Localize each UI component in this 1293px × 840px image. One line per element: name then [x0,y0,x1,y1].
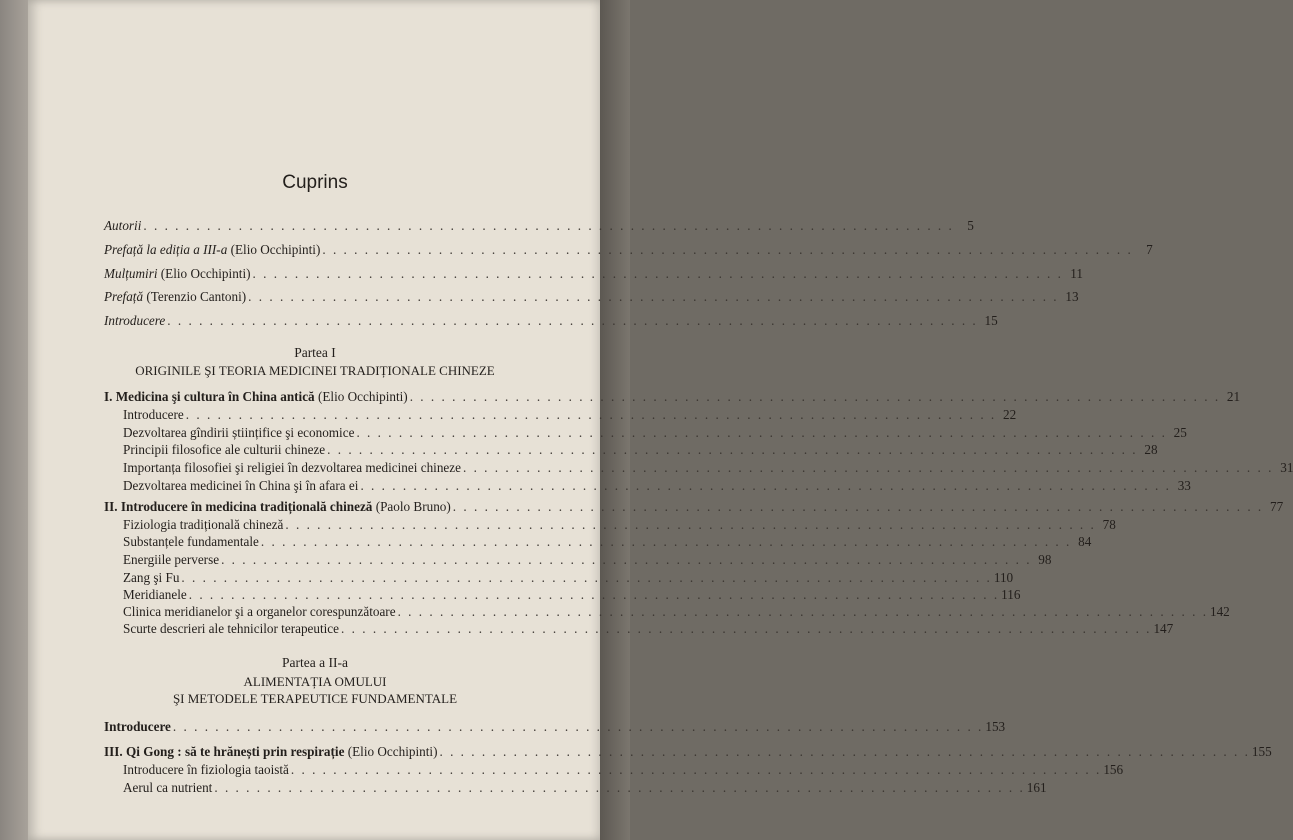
toc-entry [123,407,1017,423]
dot-leader: . . . . . . . . . . . . . . . . . . . . . . . . . . . . . . . . . . . . . . . . . . . . . . . . . . . . . . . . . . . . . . . . . . . . . . . . . . . . . [341,621,1152,636]
page-number: 15 [984,313,998,328]
chapter-title: II. Introducere în medicina tradițională chineză [104,499,373,514]
dot-leader: . . . . . . . . . . . . . . . . . . . . . . . . . . . . . . . . . . . . . . . . . . . . . . . . . . . . . . . . . . . . . . . . . . . . . . . . . . . . . [260,534,1072,549]
dot-leader: . . . . . . . . . . . . . . . . . . . . . . . . . . . . . . . . . . . . . . . . . . . . . . . . . . . . . . . . . . . . . . . . . . . . . . . . . . . . . [322,242,1133,257]
entry-main-title: Introducere [123,407,184,422]
entry-main-title: Fiziologia tradițională chineză [123,517,284,532]
dot-leader: . . . . . . . . . . . . . . . . . . . . . . . . . . . . . . . . . . . . . . . . . . . . . . . . . . . . . . . . . . . . . . . . . . . . . . . . . . . . . [397,604,1208,619]
toc-entry [123,604,1230,620]
book-spine [0,0,28,840]
page-number: 116 [1001,587,1021,602]
toc-entry [123,478,1191,494]
dot-leader: . . . . . . . . . . . . . . . . . . . . . . . . . . . . . . . . . . . . . . . . . . . . . . . . . . . . . . . . . . . . . . . . . . . . . . . . . . . . . [285,517,1096,532]
entry-title [123,517,283,533]
entry-main-title: Principii filosofice ale culturii chineze [123,442,326,457]
chapter-entry [104,719,1006,735]
entry-main-title: Introducere în fiziologia taoistă [123,762,289,777]
page-number: 155 [1251,744,1272,759]
chapter-title: III. Qi Gong : să te hrănești prin respirație [104,744,345,759]
entry-title [123,478,358,494]
entry-title [104,218,141,234]
toc-entry [123,552,1052,568]
entry-main-title: Prefață [104,289,144,304]
entry-author: (Elio Occhipinti) [227,242,321,257]
page-number: 147 [1153,621,1174,636]
entry-title [104,744,437,760]
entry-main-title: Zang şi Fu [123,570,180,585]
dot-leader: . . . . . . . . . . . . . . . . . . . . . . . . . . . . . . . . . . . . . . . . . . . . . . . . . . . . . . . . . . . . . . . . . . . . . . . . . . . . . [439,744,1250,759]
entry-title [123,534,259,550]
entry-author: (Elio Occhipinti) [344,744,438,759]
entry-title [104,242,320,258]
page-number: 153 [985,719,1006,734]
dot-leader: . . . . . . . . . . . . . . . . . . . . . . . . . . . . . . . . . . . . . . . . . . . . . . . . . . . . . . . . . . . . . . . . . . . . . . . . . . . . . [248,289,1059,304]
entry-title [123,780,212,796]
entry-title [123,425,354,441]
entry-author: (Elio Occhipinti) [314,389,408,404]
page-number: 5 [967,218,974,233]
toc-entry [104,266,1083,282]
entry-title [104,313,165,329]
entry-main-title: Autorii [104,218,142,233]
dot-leader: . . . . . . . . . . . . . . . . . . . . . . . . . . . . . . . . . . . . . . . . . . . . . . . . . . . . . . . . . . . . . . . . . . . . . . . . . . . . . [181,570,992,585]
chapter-title: Introducere [104,719,171,734]
page-title: Cuprins [282,172,348,193]
entry-title [123,552,219,568]
dot-leader: . . . . . . . . . . . . . . . . . . . . . . . . . . . . . . . . . . . . . . . . . . . . . . . . . . . . . . . . . . . . . . . . . . . . . . . . . . . . . [327,442,1138,457]
toc-entry [123,534,1092,550]
entry-title [123,570,179,586]
page-number: 98 [1038,552,1052,567]
toc-entry [104,218,974,234]
page-number: 156 [1103,762,1124,777]
toc-entry [123,570,1014,586]
entry-main-title: Meridianele [123,587,187,602]
entry-main-title: Scurte descrieri ale tehnicilor terapeutice [123,621,340,636]
entry-title [104,266,251,282]
entry-title [104,499,451,515]
part-heading: Partea a II-a [282,655,348,670]
page-number: 33 [1177,478,1191,493]
dot-leader: . . . . . . . . . . . . . . . . . . . . . . . . . . . . . . . . . . . . . . . . . . . . . . . . . . . . . . . . . . . . . . . . . . . . . . . . . . . . . [188,587,1000,602]
entry-author: (Paolo Bruno) [372,499,451,514]
entry-author: (Elio Occhipinti) [157,266,251,281]
page-number: 110 [993,570,1014,585]
dot-leader: . . . . . . . . . . . . . . . . . . . . . . . . . . . . . . . . . . . . . . . . . . . . . . . . . . . . . . . . . . . . . . . . . . . . . . . . . . . . . [252,266,1063,281]
dot-leader: . . . . . . . . . . . . . . . . . . . . . . . . . . . . . . . . . . . . . . . . . . . . . . . . . . . . . . . . . . . . . . . . . . . . . . . . . . . . . [462,460,1274,475]
entry-main-title: Substanțele fundamentale [123,534,259,549]
entry-title [123,762,289,778]
toc-entry [123,621,1174,637]
toc-entry [123,517,1116,533]
toc-entry [123,460,1293,476]
page-number: 78 [1102,517,1116,532]
toc-entry [123,780,1047,796]
chapter-entry [104,744,1272,760]
entry-title [123,604,396,620]
toc-entry [104,313,998,329]
page-number: 7 [1146,242,1153,257]
dot-leader: . . . . . . . . . . . . . . . . . . . . . . . . . . . . . . . . . . . . . . . . . . . . . . . . . . . . . . . . . . . . . . . . . . . . . . . . . . . . . [360,478,1171,493]
chapter-title: I. Medicina şi cultura în China antică [104,389,315,404]
page-number: 161 [1026,780,1047,795]
entry-title [104,389,408,405]
part-heading: Partea I [294,345,336,360]
entry-title [104,719,171,735]
part-subtitle: ŞI METODELE TERAPEUTICE FUNDAMENTALE [172,691,458,706]
dot-leader: . . . . . . . . . . . . . . . . . . . . . . . . . . . . . . . . . . . . . . . . . . . . . . . . . . . . . . . . . . . . . . . . . . . . . . . . . . . . . [185,407,997,422]
dot-leader: . . . . . . . . . . . . . . . . . . . . . . . . . . . . . . . . . . . . . . . . . . . . . . . . . . . . . . . . . . . . . . . . . . . . . . . . . . . . . [409,389,1221,404]
entry-title [104,289,246,305]
page-number: 84 [1078,534,1092,549]
dot-leader: . . . . . . . . . . . . . . . . . . . . . . . . . . . . . . . . . . . . . . . . . . . . . . . . . . . . . . . . . . . . . . . . . . . . . . . . . . . . . [290,762,1102,777]
entry-main-title: Introducere [104,313,166,328]
page-number: 77 [1270,499,1284,514]
entry-main-title: Mulțumiri [104,266,158,281]
entry-main-title: Importanța filosofiei şi religiei în dezvoltarea medicinei chineze [123,460,461,475]
dot-leader: . . . . . . . . . . . . . . . . . . . . . . . . . . . . . . . . . . . . . . . . . . . . . . . . . . . . . . . . . . . . . . . . . . . . . . . . . . . . . [143,218,954,233]
entry-author: (Terenzio Cantoni) [143,289,247,304]
toc-entry [123,442,1158,458]
page-number: 13 [1065,289,1079,304]
page-number: 28 [1144,442,1158,457]
toc-entry [123,762,1124,778]
entry-main-title: Aerul ca nutrient [123,780,213,795]
dot-leader: . . . . . . . . . . . . . . . . . . . . . . . . . . . . . . . . . . . . . . . . . . . . . . . . . . . . . . . . . . . . . . . . . . . . . . . . . . . . . [356,425,1167,440]
entry-title [123,442,325,458]
entry-title [123,587,187,603]
entry-title [123,621,339,637]
entry-main-title: Prefață la ediția a III-a [104,242,228,257]
entry-main-title: Dezvoltarea gîndirii științifice şi economice [123,425,355,440]
chapter-entry [104,389,1241,405]
toc-entry [123,587,1021,603]
page-number: 22 [1003,407,1017,422]
entry-main-title: Dezvoltarea medicinei în China şi în afara ei [123,478,359,493]
dot-leader: . . . . . . . . . . . . . . . . . . . . . . . . . . . . . . . . . . . . . . . . . . . . . . . . . . . . . . . . . . . . . . . . . . . . . . . . . . . . . [214,780,1025,795]
toc-entry [123,425,1187,441]
part-subtitle: ALIMENTAȚIA OMULUI [243,674,387,689]
dot-leader: . . . . . . . . . . . . . . . . . . . . . . . . . . . . . . . . . . . . . . . . . . . . . . . . . . . . . . . . . . . . . . . . . . . . . . . . . . . . . [172,719,984,734]
page-number: 142 [1209,604,1230,619]
entry-main-title: Energiile perverse [123,552,220,567]
chapter-entry [104,499,1284,515]
entry-title [123,460,461,476]
page-number: 11 [1070,266,1083,281]
page-number: 25 [1173,425,1187,440]
page-number: 21 [1226,389,1241,404]
dot-leader: . . . . . . . . . . . . . . . . . . . . . . . . . . . . . . . . . . . . . . . . . . . . . . . . . . . . . . . . . . . . . . . . . . . . . . . . . . . . . [167,313,978,328]
part-subtitle: ORIGINILE ŞI TEORIA MEDICINEI TRADIȚIONALE CHINEZE [135,363,495,378]
toc-entry [104,242,1153,258]
dot-leader: . . . . . . . . . . . . . . . . . . . . . . . . . . . . . . . . . . . . . . . . . . . . . . . . . . . . . . . . . . . . . . . . . . . . . . . . . . . . . [221,552,1032,567]
dot-leader: . . . . . . . . . . . . . . . . . . . . . . . . . . . . . . . . . . . . . . . . . . . . . . . . . . . . . . . . . . . . . . . . . . . . . . . . . . . . . [452,499,1264,514]
toc-entry [104,289,1079,305]
entry-main-title: Clinica meridianelor şi a organelor corespunzătoare [123,604,396,619]
page-number: 31 [1280,460,1293,475]
entry-title [123,407,184,423]
